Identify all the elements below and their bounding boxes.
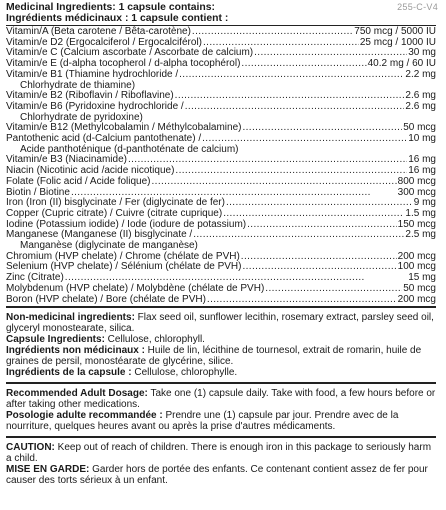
non-medicinal-label: Non-medicinal ingredients: xyxy=(6,312,135,324)
ingredients-list xyxy=(6,27,436,305)
ingredient-amount: 750 mcg / 5000 IU xyxy=(354,26,436,37)
dosage-label-fr: Posologie adulte recommandée : xyxy=(6,410,163,422)
ingredient-row xyxy=(6,70,436,81)
header-en: Medicinal Ingredients: 1 capsule contains: xyxy=(6,2,216,13)
header-fr: Ingrédients médicinaux : 1 capsule contient : xyxy=(6,13,229,24)
dot-leader xyxy=(152,177,397,188)
ingredient-row xyxy=(6,177,436,188)
caution-label: CAUTION: xyxy=(6,442,55,454)
ingredient-name: Copper (Cupric citrate) / Cuivre (citrate cuprique) xyxy=(6,207,223,219)
ingredient-name: Vitamin/e B1 (Thiamine hydrochloride / xyxy=(6,68,179,80)
caution-text: Keep out of reach of children. There is enough iron in this package to seriously harm a child. xyxy=(6,442,432,465)
ingredient-amount: 2.6 mg xyxy=(405,90,436,102)
ingredient-amount: 50 mcg xyxy=(403,122,436,134)
ingredient-name: Iron (Iron (II) bisglycinate / Fer (diglycinate de fer) xyxy=(6,197,225,209)
dot-leader xyxy=(242,262,396,273)
dosage-text: Take one (1) capsule daily. Take with food, a few hours before or after taking other medications. xyxy=(6,388,436,411)
ingredient-name: Vitamin/e B6 (Pyridoxine hydrochloride / xyxy=(6,100,184,112)
ingredient-name: Folate (Folic acid / Acide folique) xyxy=(6,175,151,187)
ingredients-header xyxy=(6,0,436,24)
ingredient-name: Boron (HVP chelate) / Bore (chélate de PVH) xyxy=(6,293,206,305)
ingredient-amount: 25 mcg / 1000 IU xyxy=(359,36,436,48)
ingredient-amount: 2.5 mg xyxy=(405,229,436,241)
ingredient-name: Vitamin/e B12 (Methylcobalamin / Méthylcobalamine) xyxy=(6,122,242,134)
ingredient-name: Iodine (Potassium iodide) / Iode (iodure de potassium) xyxy=(6,218,247,230)
ingredient-amount: 200 mcg xyxy=(397,250,436,262)
dot-leader xyxy=(247,220,397,231)
ingredient-name: Vitamin/e C (Calcium ascorbate / Ascorbate de calcium) xyxy=(6,47,254,59)
ingredient-amount: 100 mcg xyxy=(397,261,436,273)
ingredient-amount: 15 mg xyxy=(408,272,436,284)
ingredient-amount: 150 mcg xyxy=(397,218,436,230)
non-medicinal-text-fr: Huile de lin, lécithine de tournesol, extrait de romarin, huile de graines de persil, monostéarate de glycérine, silice. xyxy=(6,345,422,368)
ingredient-name: Vitamin/e B2 (Riboflavin / Riboflavine) xyxy=(6,90,174,102)
ingredient-name: Selenium (HVP chelate) / Sélénium (chélate de PVH) xyxy=(6,261,242,273)
capsule-ingredients-text-fr: Cellulose, chlorophylle. xyxy=(131,367,238,379)
dosage-label: Recommended Adult Dosage: xyxy=(6,388,148,400)
ingredient-amount: 30 mg xyxy=(408,47,436,59)
product-code: 255-C-V4 xyxy=(397,2,438,12)
ingredient-amount: 16 mg xyxy=(408,165,436,177)
dot-leader xyxy=(179,70,404,81)
ingredient-name-continued: Acide panthoténique (d-panthoténate de calcium) xyxy=(20,143,239,155)
ingredient-amount: 300 mcg xyxy=(397,186,436,198)
ingredient-name: Vitamin/e D2 (Ergocalciferol / Ergocalciférol) xyxy=(6,36,203,48)
capsule-ingredients-label: Capsule Ingredients: xyxy=(6,334,105,346)
divider xyxy=(6,382,436,384)
dot-leader xyxy=(226,198,413,209)
capsule-ingredients-label-fr: Ingrédients de la capsule : xyxy=(6,367,132,379)
ingredient-name: Molybdenum (HVP chelate) / Molybdène (chélate de PVH) xyxy=(6,282,265,294)
ingredient-amount: 1.5 mg xyxy=(405,207,436,219)
ingredient-name: Pantothenic acid (d-Calcium pantothenate) / xyxy=(6,133,202,145)
caution-section xyxy=(6,440,436,489)
ingredient-name: Niacin (Nicotinic acid /acide nicotique) xyxy=(6,165,175,177)
ingredient-amount: 2.2 mg xyxy=(405,68,436,80)
capsule-ingredients-text: Cellulose, chlorophyll. xyxy=(104,334,205,346)
caution-label-fr: MISE EN GARDE: xyxy=(6,464,90,476)
dot-leader xyxy=(193,230,404,241)
non-medicinal-section xyxy=(6,310,436,381)
dot-leader xyxy=(241,252,397,263)
dot-leader xyxy=(175,166,407,177)
dot-leader xyxy=(242,123,402,134)
divider xyxy=(6,306,436,308)
ingredient-name: Zinc (Citrate) xyxy=(6,272,64,284)
ingredient-name: Chromium (HVP chelate) / Chrome (chélate de PVH) xyxy=(6,250,240,262)
ingredient-name-continued: Manganèse (diglycinate de manganèse) xyxy=(20,240,198,252)
ingredient-amount: 2.6 mg xyxy=(405,100,436,112)
ingredient-row xyxy=(6,284,436,295)
ingredient-name-continued: Chlorhydrate de pyridoxine) xyxy=(20,111,143,123)
dot-leader xyxy=(185,102,405,113)
dot-leader xyxy=(175,91,405,102)
dosage-text-fr: Prendre une (1) capsule par jour. Prendre avec de la nourriture, quelques heures avant ou après la prise d'autres médicaments. xyxy=(6,410,399,433)
ingredient-amount: 200 mcg xyxy=(397,293,436,305)
ingredient-amount: 40.2 mg / 60 IU xyxy=(367,58,436,70)
ingredient-amount: 9 mg xyxy=(413,197,436,209)
dot-leader xyxy=(192,27,353,38)
ingredient-name: Vitamin/e E (d-alpha tocopherol / d-alpha tocophérol) xyxy=(6,58,241,70)
ingredient-amount: 50 mcg xyxy=(403,282,436,294)
non-medicinal-text: Flax seed oil, sunflower lecithin, rosemary extract, parsley seed oil, glyceryl monostearate, silica. xyxy=(6,312,434,335)
dot-leader xyxy=(223,209,404,220)
non-medicinal-label-fr: Ingrédients non médicinaux : xyxy=(6,345,145,357)
ingredient-name: Vitamin/e B3 (Niacinamide) xyxy=(6,154,127,166)
ingredient-amount: 10 mg xyxy=(408,133,436,145)
ingredient-row xyxy=(6,295,436,306)
dot-leader xyxy=(265,284,402,295)
ingredient-amount: 800 mcg xyxy=(397,175,436,187)
dot-leader xyxy=(207,295,397,306)
ingredient-name: Vitamin/A (Beta carotene / Bêta-carotène) xyxy=(6,26,191,37)
ingredient-name: Manganese (Manganese (II) bisglycinate / xyxy=(6,229,193,241)
ingredient-name: Biotin / Biotine xyxy=(6,186,70,198)
ingredient-row xyxy=(6,262,436,273)
ingredient-name-continued: Chlorhydrate de thiamine) xyxy=(20,79,136,91)
divider xyxy=(6,436,436,438)
dosage-section xyxy=(6,386,436,435)
supplement-label xyxy=(6,0,436,489)
ingredient-amount: 16 mg xyxy=(408,154,436,166)
caution-text-fr: Garder hors de portée des enfants. Ce contenant contient assez de fer pour causer des torts sérieux à un enfant. xyxy=(6,464,428,487)
dot-leader xyxy=(241,59,366,70)
